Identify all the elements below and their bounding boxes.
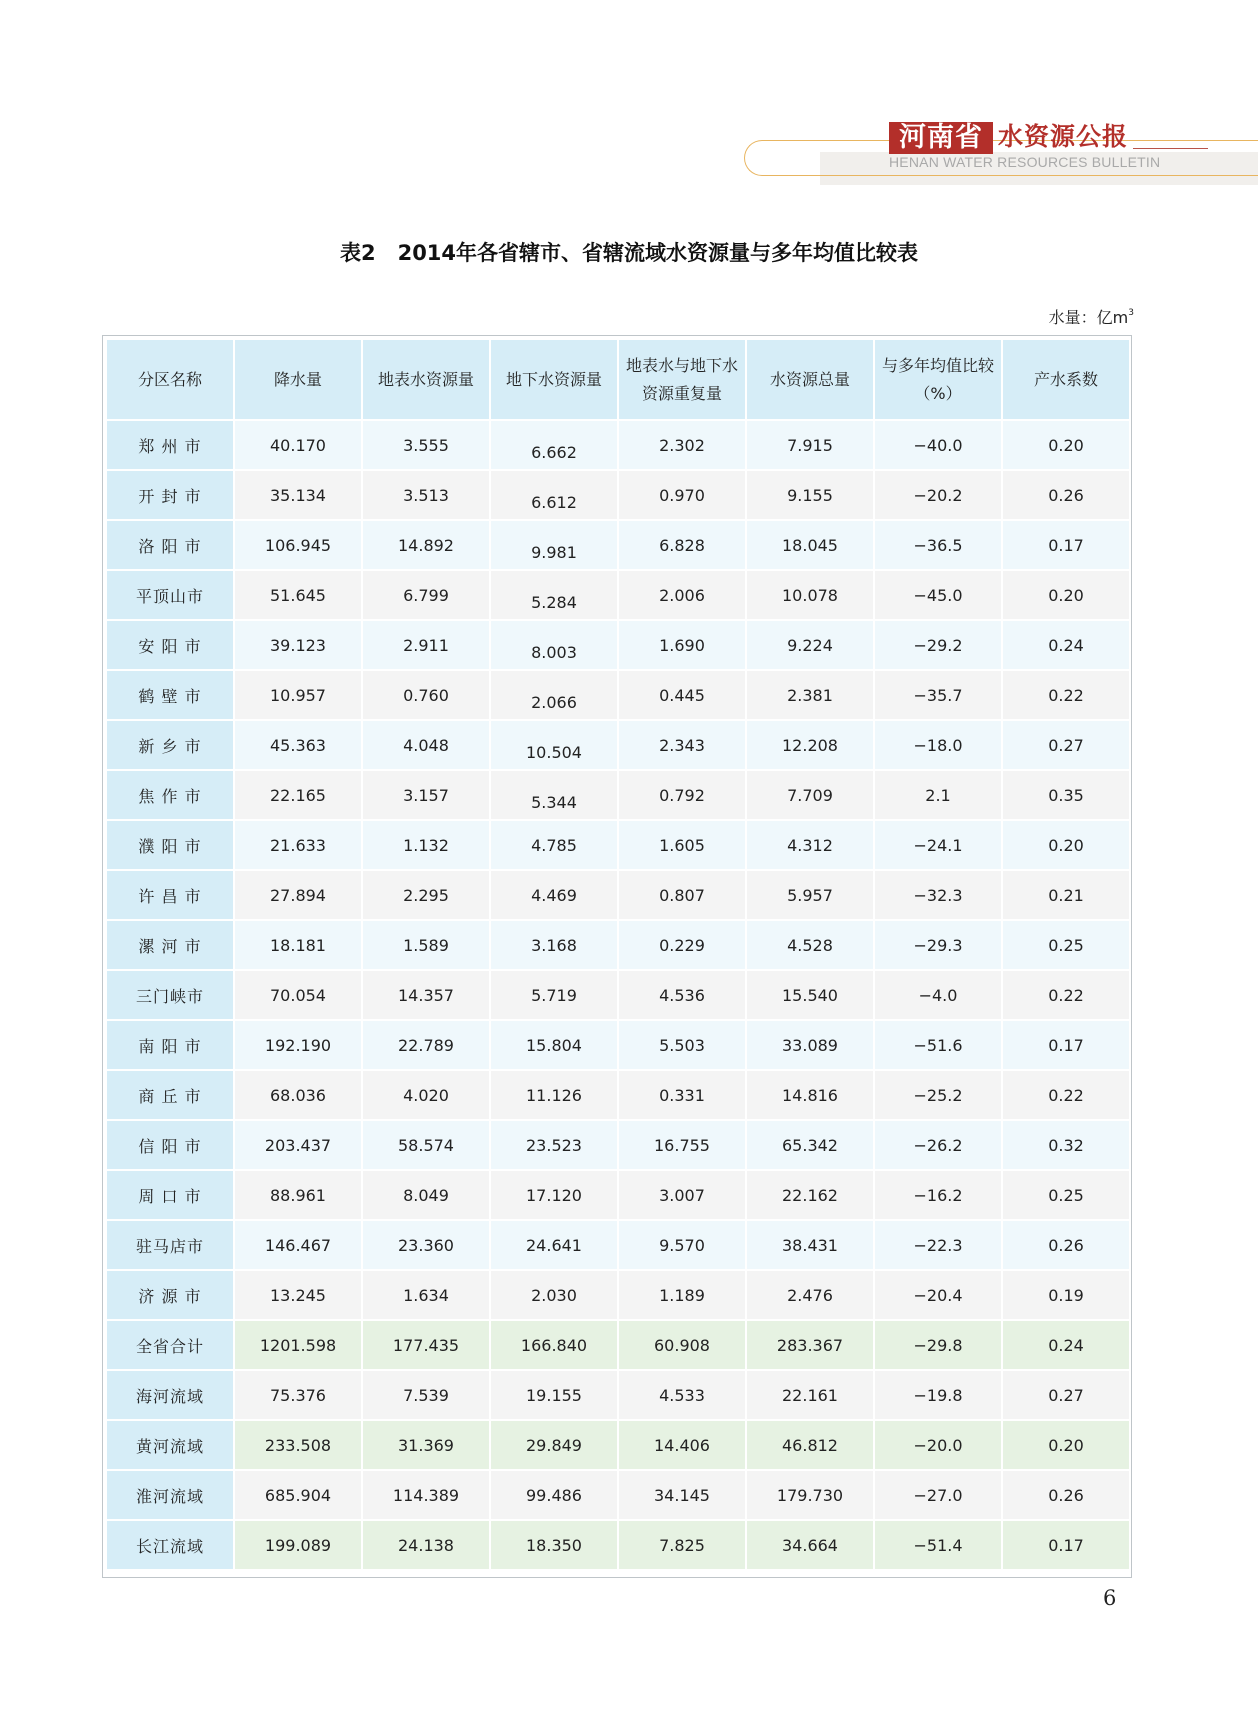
row-name-cell: 新 乡 市	[107, 721, 233, 769]
table-cell: 0.22	[1003, 1071, 1129, 1119]
table-cell: −22.3	[875, 1221, 1001, 1269]
table-row	[107, 671, 1129, 719]
table-row	[107, 1221, 1129, 1269]
header-brand: 河南省	[889, 122, 993, 154]
column-header	[235, 340, 361, 419]
table-cell: 4.312	[747, 821, 873, 869]
table-cell: 21.633	[235, 821, 361, 869]
table-cell: 40.170	[235, 421, 361, 469]
table-cell: 29.849	[491, 1421, 617, 1469]
table-cell: 166.840	[491, 1321, 617, 1369]
table-cell: 34.145	[619, 1471, 745, 1519]
table-cell: 33.089	[747, 1021, 873, 1069]
table-cell: 2.343	[619, 721, 745, 769]
table-cell: −40.0	[875, 421, 1001, 469]
header-subtitle: HENAN WATER RESOURCES BULLETIN	[889, 154, 1161, 170]
table-cell: 192.190	[235, 1021, 361, 1069]
table-cell	[491, 771, 617, 819]
table-row	[107, 471, 1129, 519]
row-name-cell: 商 丘 市	[107, 1071, 233, 1119]
table-cell: 13.245	[235, 1271, 361, 1319]
table-cell: 5.957	[747, 871, 873, 919]
table-cell: 35.134	[235, 471, 361, 519]
table-cell: 0.22	[1003, 671, 1129, 719]
table-cell: 1.189	[619, 1271, 745, 1319]
table-cell	[491, 471, 617, 519]
row-name-cell: 焦 作 市	[107, 771, 233, 819]
row-name-cell: 开 封 市	[107, 471, 233, 519]
table-cell: 0.17	[1003, 1521, 1129, 1569]
table-cell: 9.155	[747, 471, 873, 519]
table-cell: 23.360	[363, 1221, 489, 1269]
column-header-line: 与多年均值比较	[881, 355, 994, 375]
table-cell: 34.664	[747, 1521, 873, 1569]
row-name-cell: 鹤 壁 市	[107, 671, 233, 719]
table-row	[107, 921, 1129, 969]
table-cell: 2.911	[363, 621, 489, 669]
column-header	[363, 340, 489, 419]
table-cell: 0.20	[1003, 571, 1129, 619]
row-name-cell: 长江流域	[107, 1521, 233, 1569]
column-header-line: 分区名称	[137, 369, 202, 389]
table-cell: 15.540	[747, 971, 873, 1019]
table-cell: 0.26	[1003, 471, 1129, 519]
table-row	[107, 1321, 1129, 1369]
cell-value: 9.981	[531, 542, 577, 562]
table-cell: 1.589	[363, 921, 489, 969]
row-name-cell: 黄河流域	[107, 1421, 233, 1469]
table-cell: 4.528	[747, 921, 873, 969]
table-cell: 0.760	[363, 671, 489, 719]
table-cell: −24.1	[875, 821, 1001, 869]
table-row	[107, 971, 1129, 1019]
table-cell: 27.894	[235, 871, 361, 919]
table-cell: 17.120	[491, 1171, 617, 1219]
table-cell: 7.825	[619, 1521, 745, 1569]
table-cell: 0.21	[1003, 871, 1129, 919]
table-cell: 18.181	[235, 921, 361, 969]
table-row	[107, 1121, 1129, 1169]
table-cell: −25.2	[875, 1071, 1001, 1119]
table-title-text: 2014年各省辖市、省辖流域水资源量与多年均值比较表	[397, 241, 919, 265]
table-cell: 9.224	[747, 621, 873, 669]
unit-label	[1049, 302, 1134, 329]
table-cell: −32.3	[875, 871, 1001, 919]
table-cell: 0.229	[619, 921, 745, 969]
table-row	[107, 1471, 1129, 1519]
table-cell: 4.020	[363, 1071, 489, 1119]
column-header-line: （%）	[914, 383, 962, 403]
table-cell: 70.054	[235, 971, 361, 1019]
table-cell: 0.25	[1003, 921, 1129, 969]
header-rule	[1133, 148, 1208, 149]
table-cell: 2.381	[747, 671, 873, 719]
table-cell: 45.363	[235, 721, 361, 769]
unit-superscript: 3	[1128, 308, 1134, 318]
table-cell: 283.367	[747, 1321, 873, 1369]
table-cell: 19.155	[491, 1371, 617, 1419]
table-cell: 3.157	[363, 771, 489, 819]
table-cell: 0.331	[619, 1071, 745, 1119]
cell-value: 5.284	[531, 592, 577, 612]
table-cell: −27.0	[875, 1471, 1001, 1519]
row-name-cell: 平顶山市	[107, 571, 233, 619]
row-name-cell: 驻马店市	[107, 1221, 233, 1269]
column-header-line: 地表水资源量	[377, 369, 474, 389]
table-cell: 4.469	[491, 871, 617, 919]
table-cell: −45.0	[875, 571, 1001, 619]
table-row	[107, 621, 1129, 669]
table-cell: 2.302	[619, 421, 745, 469]
table-cell: 4.048	[363, 721, 489, 769]
table-cell: 0.17	[1003, 1021, 1129, 1069]
table-cell: 10.078	[747, 571, 873, 619]
table-cell: 10.957	[235, 671, 361, 719]
column-header	[619, 340, 745, 419]
column-header	[107, 340, 233, 419]
table-cell: −29.3	[875, 921, 1001, 969]
table-cell: 6.799	[363, 571, 489, 619]
table-cell: 23.523	[491, 1121, 617, 1169]
table-row	[107, 871, 1129, 919]
table-cell: 39.123	[235, 621, 361, 669]
table-cell: 4.785	[491, 821, 617, 869]
table-body	[107, 421, 1129, 1569]
table-cell: 0.20	[1003, 421, 1129, 469]
table-cell: 0.24	[1003, 1321, 1129, 1369]
table-cell: 0.792	[619, 771, 745, 819]
table-cell: −20.4	[875, 1271, 1001, 1319]
table-cell: 0.35	[1003, 771, 1129, 819]
column-header	[1003, 340, 1129, 419]
table-cell: 685.904	[235, 1471, 361, 1519]
cell-value: 8.003	[531, 642, 577, 662]
table-cell: 2.476	[747, 1271, 873, 1319]
table-cell	[491, 671, 617, 719]
table-cell: 2.030	[491, 1271, 617, 1319]
row-name-cell: 淮河流域	[107, 1471, 233, 1519]
cell-value: 2.066	[531, 692, 577, 712]
row-name-cell: 许 昌 市	[107, 871, 233, 919]
column-header-line: 资源重复量	[641, 383, 722, 403]
table-cell: 177.435	[363, 1321, 489, 1369]
table-cell: 75.376	[235, 1371, 361, 1419]
table-cell: 99.486	[491, 1471, 617, 1519]
cell-value: 10.504	[526, 742, 582, 762]
table-cell: 0.27	[1003, 721, 1129, 769]
table-cell: 0.26	[1003, 1471, 1129, 1519]
table-cell: 0.27	[1003, 1371, 1129, 1419]
table-cell: −51.6	[875, 1021, 1001, 1069]
row-name-cell: 周 口 市	[107, 1171, 233, 1219]
row-name-cell: 信 阳 市	[107, 1121, 233, 1169]
table-cell: 114.389	[363, 1471, 489, 1519]
column-header-line: 降水量	[273, 369, 322, 389]
table-cell: 14.816	[747, 1071, 873, 1119]
table-cell: −36.5	[875, 521, 1001, 569]
table-cell: 51.645	[235, 571, 361, 619]
table-cell: 12.208	[747, 721, 873, 769]
table-title	[0, 238, 1258, 268]
column-header	[491, 340, 617, 419]
table-cell: −29.2	[875, 621, 1001, 669]
table-cell: 2.1	[875, 771, 1001, 819]
table-cell: 24.138	[363, 1521, 489, 1569]
row-name-cell: 安 阳 市	[107, 621, 233, 669]
table-cell: 24.641	[491, 1221, 617, 1269]
table-header-row	[107, 340, 1129, 419]
row-name-cell: 郑 州 市	[107, 421, 233, 469]
table-cell: 199.089	[235, 1521, 361, 1569]
table-cell: 14.892	[363, 521, 489, 569]
table-row	[107, 1521, 1129, 1569]
table-cell: −16.2	[875, 1171, 1001, 1219]
table-cell: 0.26	[1003, 1221, 1129, 1269]
table-cell: 1.132	[363, 821, 489, 869]
table-cell: 9.570	[619, 1221, 745, 1269]
table-cell: 0.445	[619, 671, 745, 719]
table-cell: 3.007	[619, 1171, 745, 1219]
table-cell: 3.168	[491, 921, 617, 969]
table-cell: 3.555	[363, 421, 489, 469]
column-header-line: 地表水与地下水	[625, 355, 738, 375]
page-number: 6	[1103, 1586, 1117, 1610]
table-cell: 22.165	[235, 771, 361, 819]
table-cell: 65.342	[747, 1121, 873, 1169]
table-row	[107, 1271, 1129, 1319]
table-cell: 179.730	[747, 1471, 873, 1519]
column-header-line: 水资源总量	[769, 369, 850, 389]
table-cell: 14.357	[363, 971, 489, 1019]
table-row	[107, 721, 1129, 769]
table-cell: 16.755	[619, 1121, 745, 1169]
table-cell: 0.20	[1003, 1421, 1129, 1469]
table-number: 表2	[339, 241, 376, 265]
table-cell: 0.20	[1003, 821, 1129, 869]
table-row	[107, 1371, 1129, 1419]
table-cell: 106.945	[235, 521, 361, 569]
table-cell: 1.634	[363, 1271, 489, 1319]
table-cell: 7.709	[747, 771, 873, 819]
table-cell: 58.574	[363, 1121, 489, 1169]
table-cell: 18.350	[491, 1521, 617, 1569]
table-row	[107, 1021, 1129, 1069]
table-cell: 68.036	[235, 1071, 361, 1119]
row-name-cell: 南 阳 市	[107, 1021, 233, 1069]
table-cell: −19.8	[875, 1371, 1001, 1419]
row-name-cell: 洛 阳 市	[107, 521, 233, 569]
cell-value: 6.612	[531, 492, 577, 512]
table-cell: 0.970	[619, 471, 745, 519]
column-header	[875, 340, 1001, 419]
table-cell	[491, 721, 617, 769]
table-cell: 38.431	[747, 1221, 873, 1269]
table-cell: −20.0	[875, 1421, 1001, 1469]
table-cell: 0.22	[1003, 971, 1129, 1019]
column-header	[747, 340, 873, 419]
table-cell: −4.0	[875, 971, 1001, 1019]
row-name-cell: 濮 阳 市	[107, 821, 233, 869]
table-row	[107, 1171, 1129, 1219]
water-resources-table	[105, 338, 1131, 1571]
table-cell: 4.533	[619, 1371, 745, 1419]
table-cell: −26.2	[875, 1121, 1001, 1169]
table-cell: 46.812	[747, 1421, 873, 1469]
table-row	[107, 421, 1129, 469]
table-cell: 0.17	[1003, 521, 1129, 569]
column-header-line: 产水系数	[1033, 369, 1098, 389]
table-cell	[491, 571, 617, 619]
table-cell: 31.369	[363, 1421, 489, 1469]
row-name-cell: 济 源 市	[107, 1271, 233, 1319]
table-cell: 4.536	[619, 971, 745, 1019]
table-cell: 22.162	[747, 1171, 873, 1219]
table-cell: 22.789	[363, 1021, 489, 1069]
table-cell: 18.045	[747, 521, 873, 569]
table-cell: 3.513	[363, 471, 489, 519]
table-row	[107, 821, 1129, 869]
table-cell: 5.719	[491, 971, 617, 1019]
table-cell: 2.006	[619, 571, 745, 619]
row-name-cell: 漯 河 市	[107, 921, 233, 969]
table-cell: 0.25	[1003, 1171, 1129, 1219]
table-cell: 1.690	[619, 621, 745, 669]
table-cell	[491, 521, 617, 569]
table-cell: 6.828	[619, 521, 745, 569]
table-cell: −29.8	[875, 1321, 1001, 1369]
table-cell: 233.508	[235, 1421, 361, 1469]
header-title: 水资源公报	[998, 122, 1129, 151]
row-name-cell: 海河流域	[107, 1371, 233, 1419]
table-cell: 5.503	[619, 1021, 745, 1069]
cell-value: 5.344	[531, 792, 577, 812]
table-cell: 14.406	[619, 1421, 745, 1469]
row-name-cell: 三门峡市	[107, 971, 233, 1019]
table-cell: 22.161	[747, 1371, 873, 1419]
unit-text: 水量：亿m	[1048, 308, 1129, 327]
table-cell: 8.049	[363, 1171, 489, 1219]
table-row	[107, 1071, 1129, 1119]
table-cell: −20.2	[875, 471, 1001, 519]
table-cell: −51.4	[875, 1521, 1001, 1569]
table-cell: 15.804	[491, 1021, 617, 1069]
table-cell	[491, 421, 617, 469]
table-cell: 0.807	[619, 871, 745, 919]
table-cell: −35.7	[875, 671, 1001, 719]
table-cell	[491, 621, 617, 669]
table-cell: −18.0	[875, 721, 1001, 769]
cell-value: 6.662	[531, 442, 577, 462]
table-cell: 1.605	[619, 821, 745, 869]
table-row	[107, 1421, 1129, 1469]
table-cell: 88.961	[235, 1171, 361, 1219]
table-cell: 0.24	[1003, 621, 1129, 669]
table-cell: 0.19	[1003, 1271, 1129, 1319]
table-cell: 60.908	[619, 1321, 745, 1369]
table-row	[107, 521, 1129, 569]
table-row	[107, 571, 1129, 619]
table-cell: 203.437	[235, 1121, 361, 1169]
table-cell: 0.32	[1003, 1121, 1129, 1169]
row-name-cell: 全省合计	[107, 1321, 233, 1369]
table-cell: 2.295	[363, 871, 489, 919]
column-header-line: 地下水资源量	[505, 369, 602, 389]
table-cell: 146.467	[235, 1221, 361, 1269]
table-cell: 11.126	[491, 1071, 617, 1119]
table-cell: 7.915	[747, 421, 873, 469]
table-cell: 7.539	[363, 1371, 489, 1419]
table-cell: 1201.598	[235, 1321, 361, 1369]
table-row	[107, 771, 1129, 819]
